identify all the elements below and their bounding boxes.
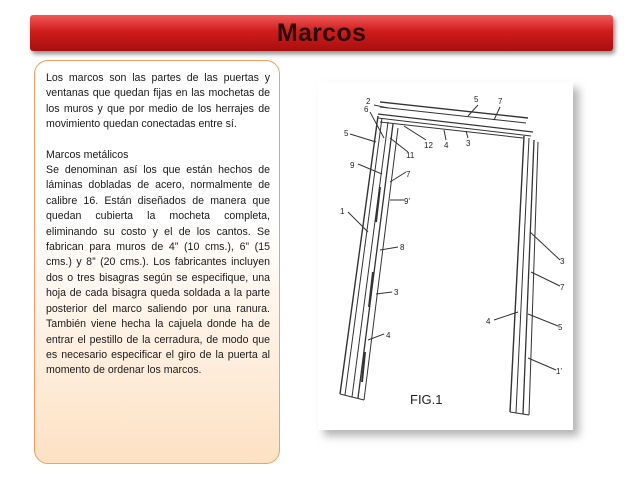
text-panel — [34, 60, 280, 464]
label-7-left: 7 — [406, 170, 411, 179]
page-title: Marcos — [276, 18, 367, 47]
label-12: 12 — [424, 141, 433, 150]
label-3-top: 3 — [466, 139, 471, 148]
title-bar — [30, 15, 613, 51]
label-11: 11 — [406, 151, 415, 160]
section-subtitle: Marcos metálicos — [46, 148, 129, 161]
label-1: 1 — [340, 207, 345, 216]
label-5-right: 5 — [558, 323, 563, 332]
label-9-prime: 9' — [404, 197, 410, 206]
label-4-top: 4 — [444, 141, 449, 150]
label-4-left: 4 — [386, 331, 391, 340]
label-3-right: 3 — [560, 257, 565, 266]
body-paragraph: Se denominan así los que están hechos de láminas dobladas de acero, normalmente de calibre 16. Están diseñados de manera que quedan cubierta la mocheta completa, eliminando su costo y el de los cantos. Se fabrican para muros de 4” (10 cms.), 6” (15 cms.) y 8” (20 cms.). Los fabricantes incluyen dos o tres bisagras según se especifique, una hoja de cada bisagra queda soldada a la parte posterior del marco saliendo por una ranura. También viene hecha la cajuela donde ha de entrar el pestillo de la cerradura, de modo que es necesario especificar el giro de la puerta al momento de ordenar los marcos. — [46, 164, 270, 377]
label-5-top: 5 — [474, 95, 479, 104]
label-7-top: 7 — [498, 97, 503, 106]
label-7-right: 7 — [560, 283, 565, 292]
door-frame-figure — [318, 82, 573, 430]
door-frame-drawing — [318, 82, 573, 430]
label-8: 8 — [400, 243, 405, 252]
label-2: 2 — [366, 97, 371, 106]
label-3-left: 3 — [394, 288, 399, 297]
intro-paragraph: Los marcos son las partes de las puertas y ventanas que quedan fijas en las mochetas de los muros y que por medio de los herrajes de movimiento quedan conectadas entre sí. — [46, 72, 270, 131]
label-4-right: 4 — [486, 317, 491, 326]
figure-caption: FIG.1 — [410, 392, 443, 407]
label-1-prime: 1' — [556, 367, 562, 376]
label-9: 9 — [350, 161, 355, 170]
label-5-left: 5 — [344, 129, 349, 138]
label-6: 6 — [364, 105, 369, 114]
